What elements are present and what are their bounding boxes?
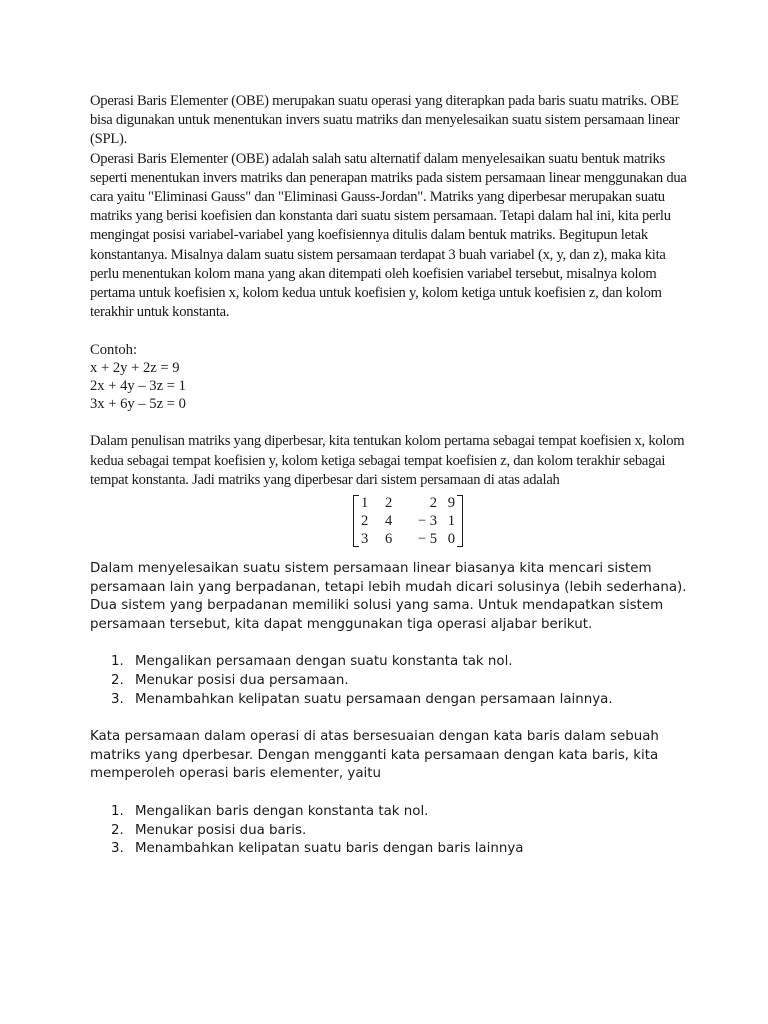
list-number: 2. [111,673,124,689]
matrix-cell: − 5 [417,531,437,548]
list-text: Menukar posisi dua persamaan. [135,673,349,689]
matrix-cell: 2 [361,513,369,530]
matrix-cell: 1 [447,513,455,530]
list-text: Mengalikan baris dengan konstanta tak nol. [135,803,429,819]
list-number: 3. [111,691,124,707]
paragraph-obe-explanation: Operasi Baris Elementer (OBE) adalah salah satu alternatif dalam menyelesaikan suatu bentuk matriks seperti menentukan invers matriks dan penerapan matriks pada sistem persamaan linear menggunakan dua cara yaitu "Eliminasi Gauss" dan "Eliminasi Gauss-Jordan". Matriks yang diperbesar merupakan suatu matriks yang berisi koefisien dan konstanta dari suatu sistem persamaan. Tetapi dalam hal ini, kita perlu mengingat posisi variabel-variabel yang koefisiennya ditulis dalam bentuk matriks. Begitupun letak konstantanya. Misalnya dalam suatu sistem persamaan terdapat 3 buah variabel (x, y, dan z), maka kita perlu menentukan kolom mana yang akan ditempati oleh koefisien variabel tersebut, misalnya kolom pertama untuk koefisien x, kolom kedua untuk koefisien y, kolom ketiga untuk koefisien z, dan kolom terakhir untuk konstanta. [90,150,687,321]
list-number: 2. [111,822,124,838]
matrix-cell: 9 [447,495,455,512]
paragraph-matrix-intro: Dalam penulisan matriks yang diperbesar, kita tentukan kolom pertama sebagai tempat koefisien x, kolom kedua sebagai tempat koefisien y, kolom ketiga sebagai tempat koefisien z, dan kolom terakhir sebagai tempat konstanta. Jadi matriks yang diperbesar dari sistem persamaan di atas adalah [90,433,685,488]
list-text: Mengalikan persamaan dengan suatu konstanta tak nol. [135,654,513,670]
matrix-cell: 3 [361,531,369,548]
list-number: 1. [111,654,124,670]
list-item [90,840,690,859]
paragraph-row-operations-intro: Kata persamaan dalam operasi di atas bersesuaian dengan kata baris dalam sebuah matriks yang dperbesar. Dengan mengganti kata persamaan dengan kata baris, kita memperoleh operasi baris elementer, yaitu [90,729,659,782]
matrix-cell: 6 [385,531,393,548]
equation-1: x + 2y + 2z = 9 [90,360,180,377]
list-item [90,672,690,691]
equation-operations-list [90,653,690,709]
equation-3: 3x + 6y – 5z = 0 [90,396,186,413]
matrix-cell: − 3 [417,513,437,530]
list-item [90,803,690,822]
matrix-cell: 4 [385,513,393,530]
list-number: 3. [111,841,124,857]
list-item [90,822,690,841]
row-operations-list [90,803,690,859]
list-text: Menukar posisi dua baris. [135,822,307,838]
matrix-cell: 1 [361,495,369,512]
list-number: 1. [111,803,124,819]
matrix-cell: 2 [385,495,393,512]
paragraph-obe-definition: Operasi Baris Elementer (OBE) merupakan suatu operasi yang diterapkan pada baris suatu matriks. OBE bisa digunakan untuk menentukan invers suatu matriks dan menyelesaikan suatu sistem persamaan linear (SPL). [90,93,680,148]
augmented-matrix-container [90,494,690,548]
matrix-cell: 2 [429,495,437,512]
list-text: Menambahkan kelipatan suatu persamaan dengan persamaan lainnya. [135,691,613,707]
example-label: Contoh: [90,342,138,359]
paragraph-operations-intro: Dalam menyelesaikan suatu sistem persamaan linear biasanya kita mencari sistem persamaan lain yang berpadanan, tetapi lebih mudah dicari solusinya (lebih sederhana). Dua sistem yang berpadanan memiliki solusi yang sama. Untuk mendapatkan sistem persamaan tersebut, kita dapat menggunakan tiga operasi aljabar berikut. [90,561,687,632]
list-item [90,691,690,710]
list-item [90,653,690,672]
matrix-cell: 0 [447,531,455,548]
equation-2: 2x + 4y – 3z = 1 [90,378,186,395]
document-page [90,92,690,859]
augmented-matrix [353,494,463,548]
list-text: Menambahkan kelipatan suatu baris dengan baris lainnya [135,841,524,857]
